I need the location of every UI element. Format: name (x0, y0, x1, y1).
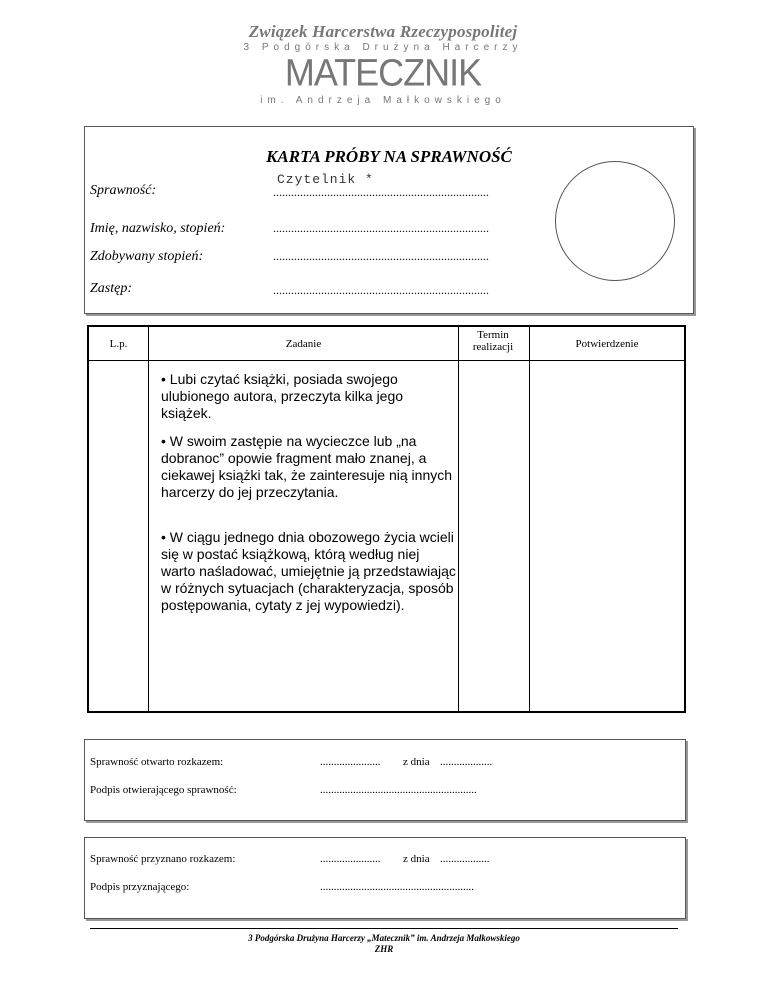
column-divider (458, 327, 459, 711)
column-divider (148, 327, 149, 711)
field-label-rank: Zdobywany stopień: (90, 249, 204, 264)
opened-order-label: Sprawność otwarto rozkazem: (90, 756, 224, 768)
field-label-patrol: Zastęp: (90, 281, 132, 296)
field-value-badge: Czytelnik * (277, 172, 374, 187)
granted-date-label: z dnia (403, 853, 430, 865)
field-dots-rank[interactable]: ........................................................................ (273, 249, 489, 263)
footer-divider (90, 928, 678, 929)
granted-sign-label: Podpis przyznającego: (90, 881, 190, 893)
header-deadline: Termin realizacji (472, 329, 514, 353)
field-dots-badge[interactable]: ........................................................................ (273, 185, 489, 199)
field-dots-name[interactable]: ........................................................................ (273, 221, 489, 235)
troop-logo (238, 22, 528, 106)
opened-box (84, 739, 686, 821)
footer-org: ZHR (374, 944, 394, 954)
org-name: Związek Harcerstwa Rzeczypospolitej (248, 22, 518, 41)
field-dots-patrol[interactable]: ........................................................................ (273, 283, 489, 297)
task-table (87, 325, 686, 713)
opened-order-dots[interactable]: ...................... (320, 756, 381, 768)
opened-sign-label: Podpis otwierającego sprawność: (90, 784, 237, 796)
field-label-badge: Sprawność: (90, 183, 157, 198)
troop-patron: im. Andrzeja Małkowskiego (260, 95, 506, 106)
opened-sign-dots[interactable]: ......................................................... (320, 784, 477, 796)
granted-box (84, 837, 686, 919)
granted-order-label: Sprawność przyznano rozkazem: (90, 853, 236, 865)
header-task: Zadanie (285, 338, 322, 350)
footer-troop: 3 Podgórska Drużyna Harcerzy „Matecznik” im. Andrzeja Małkowskiego (248, 933, 520, 943)
opened-date-label: z dnia (403, 756, 430, 768)
task-item-3: • W ciągu jednego dnia obozowego życia wcieli się w postać książkową, którą według niej warto naśladować, umiejętnie ją przedstawiając w różnych sytuacjach (charakteryzacja, sposób postępowania, cytaty z jej wypowiedzi). (161, 529, 456, 613)
task-item-2: • W swoim zastępie na wycieczce lub „na dobranoc” opowie fragment mało znanej, a ciekawej książki tak, że zainteresuje nią innych harcerzy do jej przeczytania. (161, 433, 453, 500)
troop-title: MATECZNIK (284, 50, 482, 94)
header-lp: L.p. (109, 338, 128, 350)
troop-name: 3 Podgórska Drużyna Harcerzy (243, 42, 523, 53)
badge-card-box (84, 126, 694, 314)
granted-date-dots[interactable]: .................. (440, 853, 490, 865)
opened-date-dots[interactable]: ................... (440, 756, 493, 768)
granted-sign-dots[interactable]: ........................................................ (320, 881, 474, 893)
header-confirm: Potwierdzenie (575, 338, 639, 350)
column-divider (529, 327, 530, 711)
task-item-1: • Lubi czytać książki, posiada swojego ulubionego autora, przeczyta kilka jego książek. (161, 371, 404, 421)
granted-order-dots[interactable]: ...................... (320, 853, 381, 865)
card-title: KARTA PRÓBY NA SPRAWNOŚĆ (266, 147, 512, 166)
field-label-name: Imię, nazwisko, stopień: (90, 221, 226, 236)
photo-circle (555, 161, 675, 281)
